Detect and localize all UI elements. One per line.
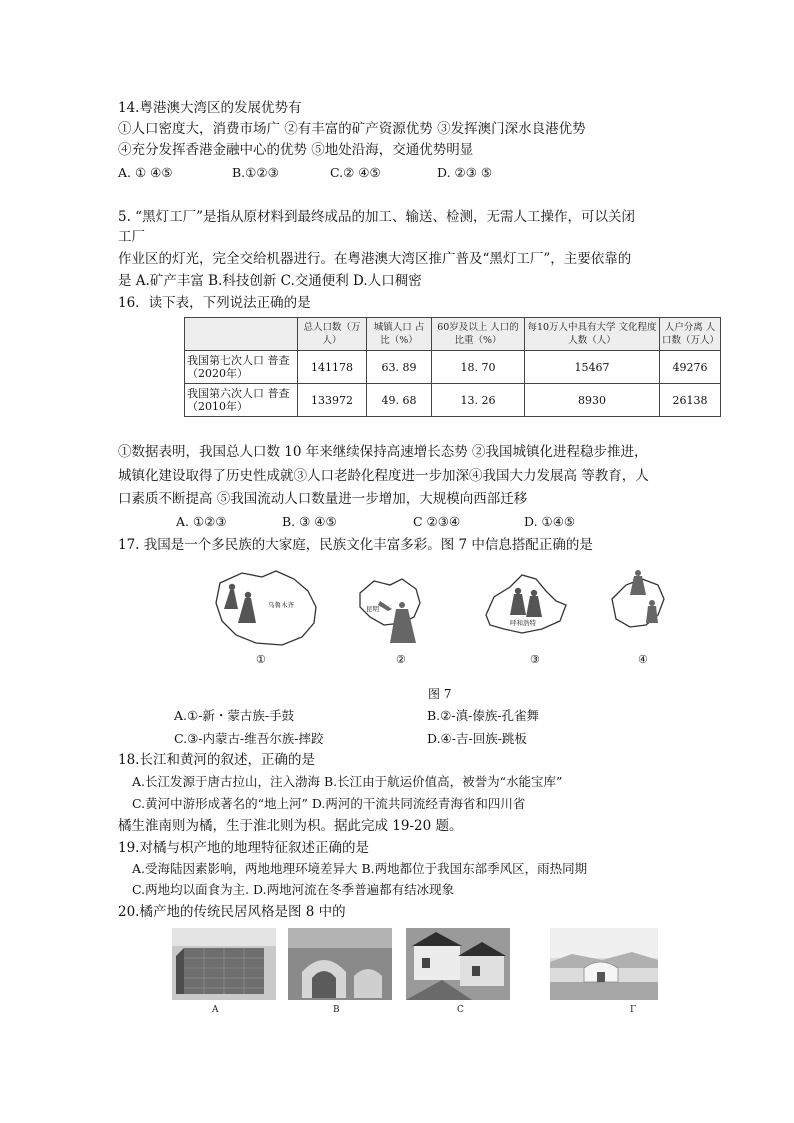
map-label-kunming: 昆明 [366,605,379,613]
q17-stem: 17. 我国是一个多民族的大家庭，民族文化丰富多彩。图 7 中信息搭配正确的是 [118,537,593,553]
table-row [185,351,721,384]
q19-options-ab: A.受海陆因素影响，两地地理环境差异大 B.两地都位于我国东部季风区，雨热同期 [132,861,588,876]
q17-option-b: B.②-滇-傣族-孔雀舞 [427,708,540,723]
map-label-urumqi: 乌鲁木齐 [268,601,294,609]
map-panel-1 [216,571,316,666]
photo-label-b: B [333,1005,340,1015]
q19-stem: 19.对橘与枳产地的地理特征叙述正确的是 [118,840,369,856]
table-header: 人户分离 人口数（万人） [660,318,721,351]
table-header-row [185,318,721,351]
table-header: 60岁及以上 人口的比重（%） [432,318,525,351]
table-header: 总人口数（万人） [298,318,367,351]
q19-20-intro: 橘生淮南则为橘，生于淮北则为枳。据此完成 19-20 题。 [118,818,463,834]
q20-stem: 20.橘产地的传统民居风格是图 8 中的 [118,904,346,920]
q14-stem: 14.粤港澳大湾区的发展优势有 [118,100,302,116]
q14-option-c: C.② ④⑤ [330,165,381,180]
q17-option-a: A.①-新・蒙古族-手鼓 [174,708,295,723]
table-cell: 141178 [298,351,367,384]
photo-a [172,928,276,1015]
panel-number-2: ② [396,653,406,666]
q17-option-c: C.③-内蒙古-维吾尔族-摔跤 [174,731,324,746]
table-cell: 8930 [525,384,660,417]
panel-number-1: ① [256,653,266,666]
table-corner-cell [185,318,298,351]
q16-statements-2: 城镇化建设取得了历史性成就③人口老龄化程度进一步加深④我国大力发展高 等教育，人 [118,468,649,484]
figure-8-dwelling-photos [172,928,697,1016]
table-cell: 18. 70 [432,351,525,384]
panel-number-3: ③ [530,653,540,666]
q19-options-cd: C.两地均以面食为主. D.两地河流在冬季普遍都有结冰现象 [132,882,455,897]
table-cell: 13. 26 [432,384,525,417]
table-cell: 133972 [298,384,367,417]
table-row-label: 我国第七次人口 普查（2020年） [185,351,298,384]
q17-option-d: D.④-吉-回族-跳板 [427,731,527,746]
map-panel-2 [360,579,420,666]
figure-7-ethnic-maps [210,565,680,670]
table-cell: 15467 [525,351,660,384]
map-label-hohhot: 呼和浩特 [510,619,536,627]
photo-label-c: C [457,1005,464,1015]
table-cell: 49. 68 [367,384,432,417]
map-panel-3 [486,575,566,666]
map-panel-4 [612,570,664,666]
table-cell: 49276 [660,351,721,384]
table-row [185,384,721,417]
q16-statements-1: ①数据表明，我国总人口数 10 年来继续保持高速增长态势 ②我国城镇化进程稳步推进， [118,444,648,460]
table-cell: 63. 89 [367,351,432,384]
q14-option-b: B.①②③ [232,165,279,180]
q14-option-a: A. ① ④⑤ [118,165,173,180]
photo-b [288,928,392,1015]
q18-options-ab: A.长江发源于唐古拉山，注入渤海 B.长江由于航运价值高，被誉为“水能宝库” [132,774,563,789]
photo-c [406,928,510,1015]
table-header: 城镇人口 占比（%） [367,318,432,351]
q18-stem: 18.长江和黄河的叙述，正确的是 [118,752,315,768]
q14-option-d: D. ②③ ⑤ [437,165,493,180]
q15-line-4-options: 是 A.矿产丰富 B.科技创新 C.交通便利 D.人口稠密 [118,273,422,289]
q14-statements-2: ④充分发挥香港金融中心的优势 ⑤地处沿海，交通优势明显 [118,142,474,158]
q15-line-1: 5. “黑灯工厂”是指从原材料到最终成品的加工、输送、检测，无需人工操作，可以关闭 [118,209,635,225]
photo-label-a: A [212,1005,219,1015]
q16-option-a: A. ①②③ [176,514,227,529]
q15-line-2: 工厂 [118,229,145,245]
q16-stem: 16．读下表，下列说法正确的是 [118,295,311,311]
q18-options-cd: C.黄河中游形成著名的“地上河” D.两河的干流共同流经青海省和四川省 [132,796,526,811]
figure-7-caption: 图 7 [428,687,452,701]
population-table [184,317,721,417]
q16-option-c: C ②③④ [413,514,461,529]
table-cell: 26138 [660,384,721,417]
photo-d [550,928,658,1015]
q15-line-3: 作业区的灯光，完全交给机器进行。在粤港澳大湾区推广普及“黑灯工厂”，主要依靠的 [118,251,632,267]
q16-option-b: B. ③ ④⑤ [282,514,337,529]
panel-number-4: ④ [638,653,648,666]
q16-statements-3: 口素质不断提高 ⑤我国流动人口数量进一步增加，大规模向西部迁移 [118,491,528,507]
q16-option-d: D. ①④⑤ [524,514,576,529]
table-header: 每10万人中具有大学 文化程度人数（人） [525,318,660,351]
q14-statements-1: ①人口密度大，消费市场广 ②有丰富的矿产资源优势 ③发挥澳门深水良港优势 [118,121,586,137]
photo-label-d: Γ [630,1005,637,1015]
table-row-label: 我国第六次人口 普查（2010年） [185,384,298,417]
